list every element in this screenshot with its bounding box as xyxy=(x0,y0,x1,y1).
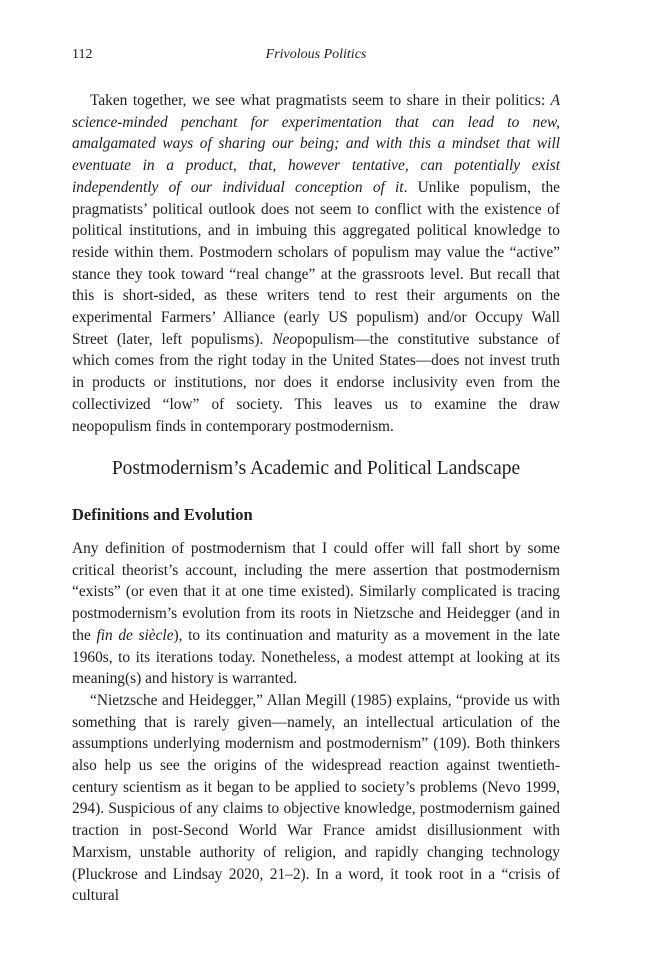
italic-passage: A science-minded penchant for experimentation that can lead to new, amalgamated ways of sharing our being; and with this a mindset that will eventuate in a product, that, however tentative, can potentially exist independently of our individual conception of it xyxy=(72,92,560,196)
paragraph-nietzsche-heidegger: “Nietzsche and Heidegger,” Allan Megill (1985) explains, “provide us with something that is rarely given—namely, an intellectual articulation of the assumptions underlying modernism and postmodernism” (109). Both thinkers also help us see the origins of the widespread reaction against twentieth-century scientism as it began to be applied to society’s problems (Nevo 1999, 294). Suspicious of any claims to objective knowledge, postmodernism gained traction in post-Second World War France amidst disillusionment with Marxism, unstable authority of religion, and rapidly changing technology (Pluckrose and Lindsay 2020, 21–2). In a word, it took root in a “crisis of cultural xyxy=(72,691,560,905)
running-header xyxy=(72,47,560,67)
body-text-top xyxy=(72,90,560,437)
paragraph-text: Any definition of postmodernism that I could offer will fall short by some critical theorist’s account, including the mere assertion that postmodernism “exists” (or even that it at one time existed). Similarly complicated is tracing postmodernism’s evolution from its roots in Nietzsche and Heidegger (and in the xyxy=(72,540,560,644)
page-number: 112 xyxy=(72,47,93,62)
paragraph-text: ), to its continuation and maturity as a movement in the late 1960s, to its iterations today. Nonetheless, a modest attempt at looking at its meaning(s) and history is warranted. xyxy=(72,626,560,688)
italic-prefix: Neo xyxy=(272,330,298,348)
body-text-bottom xyxy=(72,538,560,907)
italic-phrase: fin de siècle xyxy=(96,626,174,644)
section-heading: Postmodernism’s Academic and Political Landscape xyxy=(111,458,521,479)
subsection-heading: Definitions and Evolution xyxy=(72,505,253,524)
paragraph-definitions xyxy=(72,538,560,690)
paragraph-text: Taken together, we see what pragmatists seem to share in their politics: xyxy=(90,92,551,109)
paragraph-text: . Unlike populism, the pragmatists’ political outlook does not seem to conflict with the existence of political institutions, and in imbuing this aggregated political knowledge to reside within them. Postmodern scholars of populism may value the “active” stance they took toward “real change” at the grassroots level. But recall that this is short-sided, as these writers tend to rest their arguments on the experimental Farmers’ Alliance (early US populism) and/or Occupy Wall Street (later, left populisms). xyxy=(72,178,560,348)
paragraph-pragmatists xyxy=(72,90,560,437)
paragraph-text: populism—the constitutive substance of which comes from the right today in the United States—does not invest truth in products or institutions, nor does it endorse inclusivity even from the collectivized “low” of society. This leaves us to examine the draw neopopulism finds in contemporary postmodernism. xyxy=(72,330,560,435)
running-title: Frivolous Politics xyxy=(265,47,367,62)
